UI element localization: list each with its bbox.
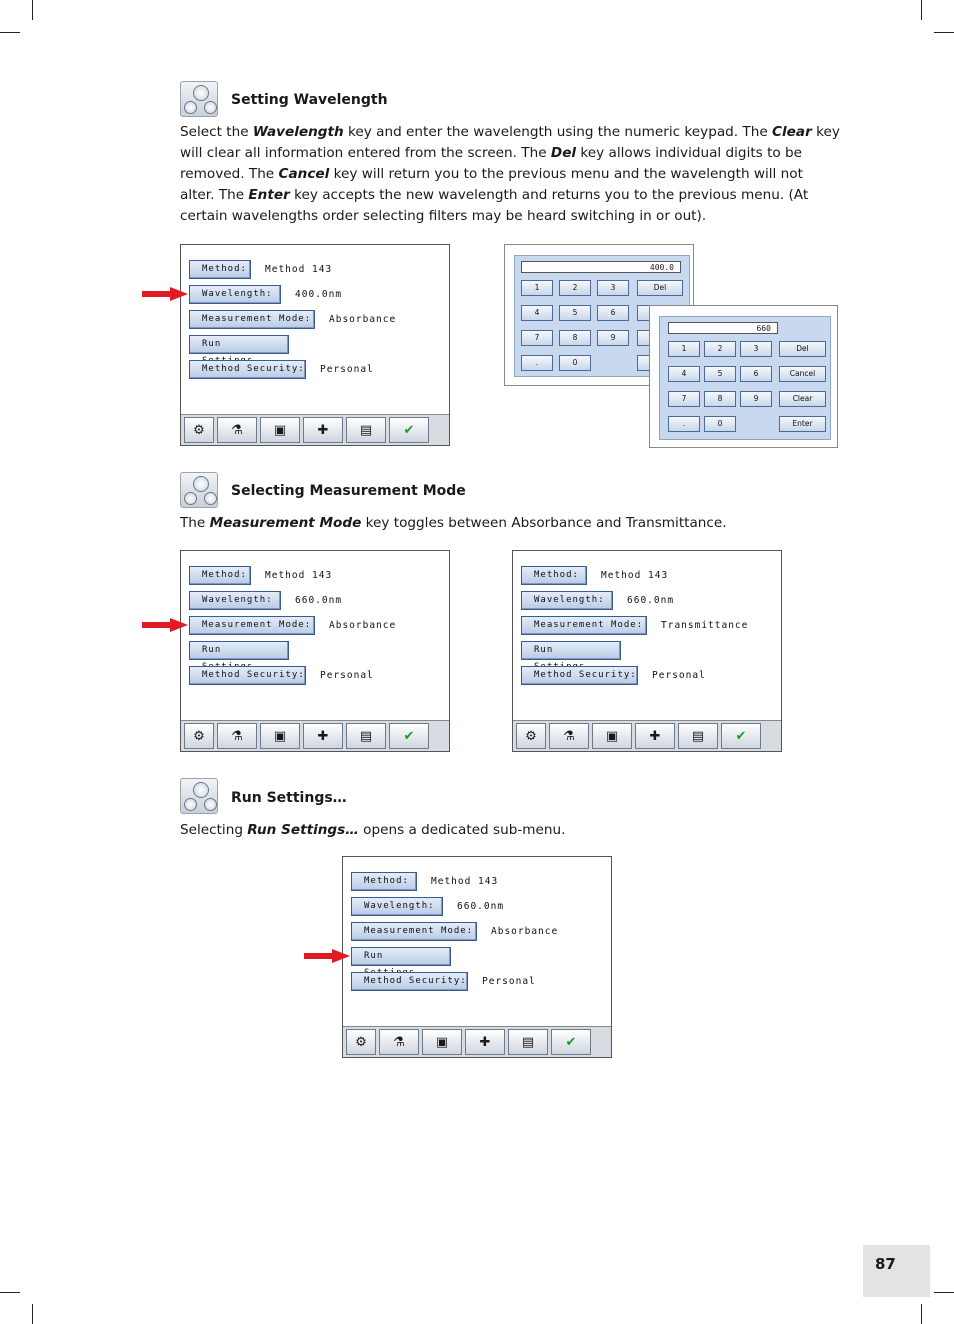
check-icon[interactable]: ✔ <box>721 723 761 749</box>
monitor-icon[interactable]: ▣ <box>260 723 300 749</box>
settings-icon[interactable]: ⚙ <box>184 723 214 749</box>
mode-value: Absorbance <box>491 925 559 937</box>
check-icon[interactable]: ✔ <box>389 417 429 443</box>
check-icon[interactable]: ✔ <box>551 1029 591 1055</box>
mode-value: Absorbance <box>329 619 397 631</box>
method-security-button[interactable]: Method Security: <box>189 666 306 685</box>
mode-value: Transmittance <box>661 619 749 631</box>
method-screen-4 <box>342 856 612 1058</box>
method-screen-2 <box>180 550 450 752</box>
section-title-wavelength: Setting Wavelength <box>231 92 388 108</box>
puzzle-icon[interactable]: ✚ <box>635 723 675 749</box>
key-4[interactable]: 4 <box>521 305 553 321</box>
key-2[interactable]: 2 <box>559 280 591 296</box>
keypad-display: 400.0 <box>521 261 681 273</box>
method-button[interactable]: Method: <box>189 566 251 585</box>
key-del[interactable]: Del <box>779 341 826 357</box>
method-security-button[interactable]: Method Security: <box>351 972 468 991</box>
key-7[interactable]: 7 <box>668 391 700 407</box>
key-9[interactable]: 9 <box>740 391 772 407</box>
key-del[interactable]: Del <box>637 280 683 296</box>
key-3[interactable]: 3 <box>740 341 772 357</box>
key-6[interactable]: 6 <box>597 305 629 321</box>
section-title-run-settings: Run Settings… <box>231 790 347 806</box>
wavelength-value: 660.0nm <box>627 594 675 606</box>
wavelength-button[interactable]: Wavelength: <box>521 591 613 610</box>
wavelength-description: Select the Wavelength key and enter the wavelength using the numeric keypad. The Clear key will clear all information entered from the screen. The Del key allows individual digits to be removed. The Cancel key will return you to the previous menu and the wavelength will not alter. The Enter key accepts the new wavelength and returns you to the previous menu. (At certain wavelengths order selecting filters may be heard switching in or out). <box>180 124 840 224</box>
key-7[interactable]: 7 <box>521 330 553 346</box>
method-value: Method 143 <box>265 569 333 581</box>
run-settings-description: Selecting Run Settings… opens a dedicated sub-menu. <box>180 822 566 838</box>
key-cancel[interactable]: Cancel <box>779 366 826 382</box>
method-button[interactable]: Method: <box>521 566 587 585</box>
security-value: Personal <box>320 363 374 375</box>
section-title-measurement-mode: Selecting Measurement Mode <box>231 483 466 499</box>
crop-mark <box>32 0 33 20</box>
key-0[interactable]: 0 <box>559 355 591 371</box>
run-settings-button[interactable]: Run <box>189 641 289 660</box>
puzzle-icon[interactable]: ✚ <box>465 1029 505 1055</box>
wavelength-value: 660.0nm <box>295 594 343 606</box>
save-icon[interactable]: ▤ <box>346 417 386 443</box>
save-icon[interactable]: ▤ <box>678 723 718 749</box>
key-6[interactable]: 6 <box>740 366 772 382</box>
puzzle-icon[interactable]: ✚ <box>303 723 343 749</box>
settings-icon[interactable]: ⚙ <box>346 1029 376 1055</box>
settings-icon[interactable]: ⚙ <box>184 417 214 443</box>
sample-icon[interactable]: ⚗ <box>379 1029 419 1055</box>
save-icon[interactable]: ▤ <box>508 1029 548 1055</box>
settings-icon[interactable]: ⚙ <box>516 723 546 749</box>
security-value: Personal <box>320 669 374 681</box>
wavelength-value: 660.0nm <box>457 900 505 912</box>
key-0[interactable]: 0 <box>704 416 736 432</box>
measurement-mode-button[interactable]: Measurement Mode: <box>521 616 647 635</box>
numeric-keypad-2 <box>649 305 838 448</box>
wavelength-button[interactable]: Wavelength: <box>189 591 281 610</box>
method-value: Method 143 <box>265 263 333 275</box>
measurement-mode-description: The Measurement Mode key toggles between Absorbance and Transmittance. <box>180 515 727 531</box>
key-dot[interactable]: . <box>521 355 553 371</box>
key-3[interactable]: 3 <box>597 280 629 296</box>
key-5[interactable]: 5 <box>704 366 736 382</box>
wavelength-button[interactable]: Wavelength: <box>189 285 281 304</box>
crop-mark <box>32 1304 33 1324</box>
security-value: Personal <box>652 669 706 681</box>
key-8[interactable]: 8 <box>559 330 591 346</box>
key-dot[interactable]: . <box>668 416 700 432</box>
save-icon[interactable]: ▤ <box>346 723 386 749</box>
sample-icon[interactable]: ⚗ <box>549 723 589 749</box>
check-icon[interactable]: ✔ <box>389 723 429 749</box>
run-settings-button[interactable]: Run <box>189 335 289 354</box>
key-9[interactable]: 9 <box>597 330 629 346</box>
method-screen-3 <box>512 550 782 752</box>
crop-mark <box>934 1292 954 1293</box>
method-value: Method 143 <box>601 569 669 581</box>
mode-value: Absorbance <box>329 313 397 325</box>
screen-toolbar <box>181 414 449 445</box>
measurement-mode-button[interactable]: Measurement Mode: <box>351 922 477 941</box>
method-value: Method 143 <box>431 875 499 887</box>
key-1[interactable]: 1 <box>521 280 553 296</box>
method-security-button[interactable]: Method Security: <box>521 666 638 685</box>
key-clear[interactable]: Clear <box>779 391 826 407</box>
run-settings-button[interactable]: Run <box>521 641 621 660</box>
settings-gauge-icon <box>180 81 218 117</box>
settings-gauge-icon <box>180 472 218 508</box>
key-5[interactable]: 5 <box>559 305 591 321</box>
red-arrow-icon <box>142 287 188 301</box>
sample-icon[interactable]: ⚗ <box>217 723 257 749</box>
monitor-icon[interactable]: ▣ <box>592 723 632 749</box>
key-4[interactable]: 4 <box>668 366 700 382</box>
crop-mark <box>921 1304 922 1324</box>
page-number: 87 <box>863 1245 930 1297</box>
screen-toolbar <box>181 720 449 751</box>
screen-toolbar <box>343 1026 611 1057</box>
key-enter[interactable]: Enter <box>779 416 826 432</box>
crop-mark <box>921 0 922 20</box>
settings-gauge-icon <box>180 778 218 814</box>
key-1[interactable]: 1 <box>668 341 700 357</box>
key-8[interactable]: 8 <box>704 391 736 407</box>
method-button[interactable]: Method: <box>351 872 417 891</box>
crop-mark <box>0 1292 20 1293</box>
red-arrow-icon <box>142 618 188 632</box>
monitor-icon[interactable]: ▣ <box>422 1029 462 1055</box>
puzzle-icon[interactable]: ✚ <box>303 417 343 443</box>
crop-mark <box>934 32 954 33</box>
security-value: Personal <box>482 975 536 987</box>
method-screen-1 <box>180 244 450 446</box>
crop-mark <box>0 32 20 33</box>
keypad-display: 660 <box>668 322 778 334</box>
run-settings-button[interactable]: Run <box>351 947 451 966</box>
wavelength-value: 400.0nm <box>295 288 343 300</box>
method-security-button[interactable]: Method Security: <box>189 360 306 379</box>
screen-toolbar <box>513 720 781 751</box>
measurement-mode-button[interactable]: Measurement Mode: <box>189 616 315 635</box>
sample-icon[interactable]: ⚗ <box>217 417 257 443</box>
monitor-icon[interactable]: ▣ <box>260 417 300 443</box>
key-2[interactable]: 2 <box>704 341 736 357</box>
measurement-mode-button[interactable]: Measurement Mode: <box>189 310 315 329</box>
method-button[interactable]: Method: <box>189 260 251 279</box>
wavelength-button[interactable]: Wavelength: <box>351 897 443 916</box>
red-arrow-icon <box>304 949 350 963</box>
